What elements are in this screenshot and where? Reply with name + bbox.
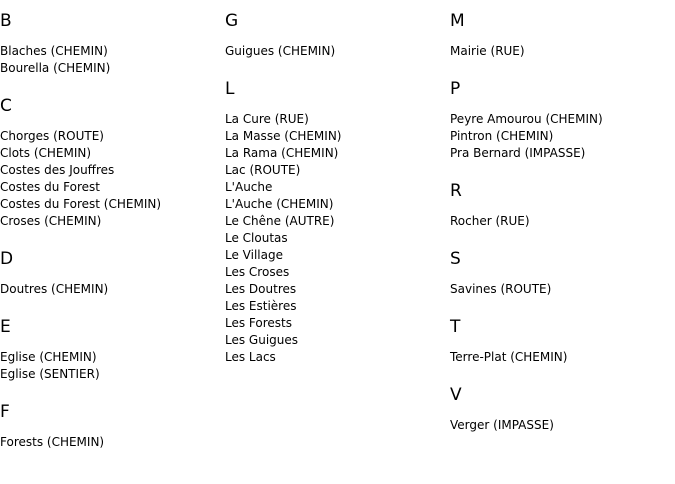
- street-item: Clots (CHEMIN): [0, 146, 92, 160]
- street-item: Guigues (CHEMIN): [225, 44, 336, 58]
- index-column-1: [0, 10, 220, 469]
- street-item: Chorges (ROUTE): [0, 129, 104, 143]
- street-item: Les Estières: [225, 299, 297, 313]
- street-list: [0, 349, 220, 383]
- street-item: Eglise (CHEMIN): [0, 350, 97, 364]
- section-letter: B: [0, 11, 12, 31]
- section-letter: M: [450, 11, 465, 31]
- street-list: [225, 43, 445, 60]
- street-item: Costes du Forest (CHEMIN): [0, 197, 162, 211]
- index-column-2: [225, 10, 445, 384]
- street-list: [0, 43, 220, 77]
- street-item: Le Village: [225, 248, 283, 262]
- street-item: Blaches (CHEMIN): [0, 44, 108, 58]
- street-item: Verger (IMPASSE): [450, 418, 554, 432]
- letter-section: [225, 10, 445, 60]
- street-item: Lac (ROUTE): [225, 163, 301, 177]
- letter-section: [450, 180, 670, 230]
- street-item: Costes du Forest: [0, 180, 100, 194]
- letter-section: [225, 78, 445, 366]
- letter-section: [450, 316, 670, 366]
- street-item: Peyre Amourou (CHEMIN): [450, 112, 603, 126]
- section-letter: T: [450, 317, 461, 337]
- letter-section: [0, 10, 220, 77]
- street-item: Pintron (CHEMIN): [450, 129, 554, 143]
- letter-section: [450, 384, 670, 434]
- section-letter: L: [225, 79, 235, 99]
- street-list: [450, 349, 670, 366]
- street-item: Les Croses: [225, 265, 290, 279]
- street-item: Les Doutres: [225, 282, 297, 296]
- street-item: Croses (CHEMIN): [0, 214, 102, 228]
- letter-section: [450, 78, 670, 162]
- street-list: [450, 281, 670, 298]
- street-list: [450, 43, 670, 60]
- street-list: [450, 417, 670, 434]
- section-letter: P: [450, 79, 461, 99]
- street-item: Savines (ROUTE): [450, 282, 552, 296]
- street-list: [0, 434, 220, 451]
- street-item: Le Cloutas: [225, 231, 288, 245]
- letter-section: [0, 95, 220, 230]
- letter-section: [0, 248, 220, 298]
- index-column-3: [450, 10, 670, 452]
- section-letter: C: [0, 96, 12, 116]
- street-list: [450, 213, 670, 230]
- street-list: [450, 111, 670, 162]
- section-letter: F: [0, 402, 10, 422]
- street-item: L'Auche: [225, 180, 273, 194]
- letter-section: [0, 316, 220, 383]
- street-item: Terre-Plat (CHEMIN): [450, 350, 568, 364]
- section-letter: G: [225, 11, 239, 31]
- street-item: Eglise (SENTIER): [0, 367, 100, 381]
- street-item: Doutres (CHEMIN): [0, 282, 109, 296]
- street-item: La Masse (CHEMIN): [225, 129, 342, 143]
- street-item: Bourella (CHEMIN): [0, 61, 111, 75]
- letter-section: [450, 10, 670, 60]
- street-item: Les Lacs: [225, 350, 276, 364]
- street-item: Costes des Jouffres: [0, 163, 115, 177]
- street-list: [0, 128, 220, 230]
- street-item: Les Forests: [225, 316, 293, 330]
- street-list: [225, 111, 445, 366]
- section-letter: S: [450, 249, 461, 269]
- section-letter: V: [450, 385, 462, 405]
- section-letter: D: [0, 249, 14, 269]
- section-letter: R: [450, 181, 462, 201]
- street-item: Le Chêne (AUTRE): [225, 214, 335, 228]
- street-item: L'Auche (CHEMIN): [225, 197, 334, 211]
- street-item: La Cure (RUE): [225, 112, 309, 126]
- section-letter: E: [0, 317, 11, 337]
- street-item: Forests (CHEMIN): [0, 435, 105, 449]
- street-item: Pra Bernard (IMPASSE): [450, 146, 586, 160]
- letter-section: [0, 401, 220, 451]
- street-item: Rocher (RUE): [450, 214, 530, 228]
- street-item: La Rama (CHEMIN): [225, 146, 339, 160]
- street-item: Mairie (RUE): [450, 44, 525, 58]
- street-list: [0, 281, 220, 298]
- street-item: Les Guigues: [225, 333, 299, 347]
- letter-section: [450, 248, 670, 298]
